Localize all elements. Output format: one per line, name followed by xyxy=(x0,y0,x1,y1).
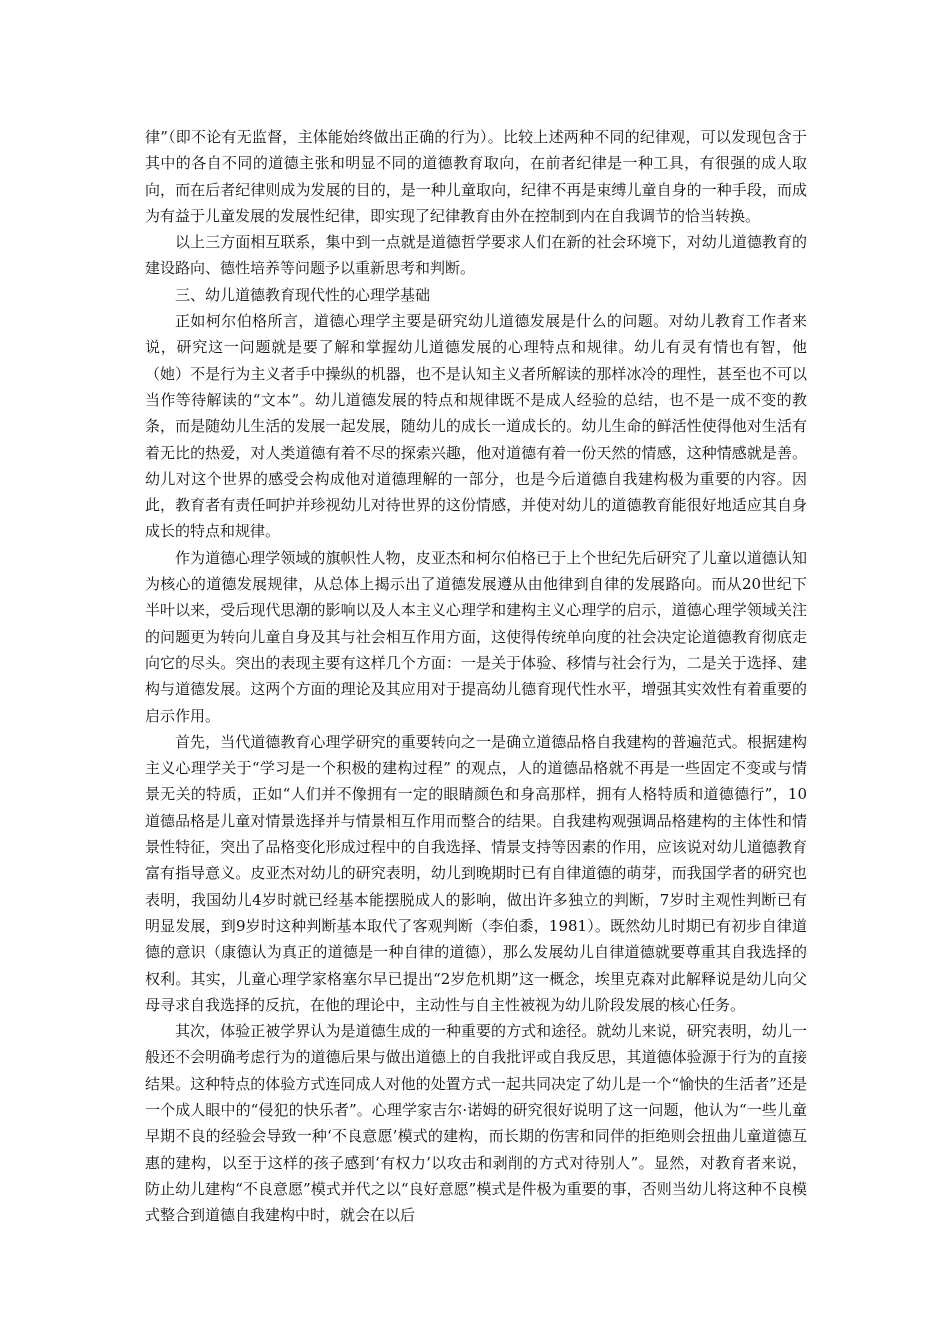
document-page xyxy=(145,124,807,1228)
paragraph-summary: 以上三方面相互联系，集中到一点就是道德哲学要求人们在新的社会环境下，对幼儿道德教育的建设路向、德性培养等问题予以重新思考和判断。 xyxy=(145,233,807,278)
paragraph-kohlberg: 正如柯尔伯格所言，道德心理学主要是研究幼儿道德发展是什么的问题。对幼儿教育工作者来说，研究这一问题就是要了解和掌握幼儿道德发展的心理特点和规律。幼儿有灵有情也有智，他（她）不是行为主义者手中操纵的机器，也不是认知主义者所解读的那样冰冷的理性，甚至也不可以当作等待解读的“文本”。幼儿道德发展的特点和规律既不是成人经验的总结，也不是一成不变的教条，而是随幼儿生活的发展一起发展，随幼儿的成长一道成长的。幼儿生命的鲜活性使得他对生活有着无比的热爱，对人类道德有着不尽的探索兴趣，他对道德有着一份天然的情感，这种情感就是善。幼儿对这个世界的感受会构成他对道德理解的一部分，也是今后道德自我建构极为重要的内容。因此，教育者有责任呵护并珍视幼儿对待世界的这份情感，并使对幼儿的道德教育能很好地适应其自身成长的特点和规律。 xyxy=(145,312,807,541)
paragraph-first-self-construction: 首先，当代道德教育心理学研究的重要转向之一是确立道德品格自我建构的普遍范式。根据建构主义心理学关于“学习是一个积极的建构过程” 的观点，人的道德品格就不再是一些固定不变或与情景无关的特质，正如“人们并不像拥有一定的眼睛颜色和身高那样，拥有人格特质和道德德行”，10道德品格是儿童对情景选择并与情景相互作用而整合的结果。自我建构观强调品格建构的主体性和情景性特征，突出了品格变化形成过程中的自我选择、情景支持等因素的作用，应该说对幼儿道德教育富有指导意义。皮亚杰对幼儿的研究表明，幼儿到晚期时已有自律道德的萌芽，而我国学者的研究也表明，我国幼儿4岁时就已经基本能摆脱成人的影响，做出许多独立的判断，7岁时主观性判断已有明显发展，到9岁时这种判断基本取代了客观判断（李伯黍，1981）。既然幼儿时期已有初步自律道德的意识（康德认为真正的道德是一种自律的道德），那么发展幼儿自律道德就要尊重其自我选择的权利。其实，儿童心理学家格塞尔早已提出“2岁危机期”这一概念，埃里克森对此解释说是幼儿向父母寻求自我选择的反抗，在他的理论中，主动性与自主性被视为幼儿阶段发展的核心任务。 xyxy=(145,732,807,1014)
paragraph-second-experience: 其次，体验正被学界认为是道德生成的一种重要的方式和途径。就幼儿来说，研究表明，幼儿一般还不会明确考虑行为的道德后果与做出道德上的自我批评或自我反思，其道德体验源于行为的直接结果。这种特点的体验方式连同成人对他的处置方式一起共同决定了幼儿是一个“愉快的生活者”还是一个成人眼中的“侵犯的快乐者”。心理学家吉尔·诺姆的研究很好说明了这一问题，他认为“一些儿童早期不良的经验会导致一种‘不良意愿’模式的建构，而长期的伤害和同伴的拒绝则会扭曲儿童道德互惠的建构，以至于这样的孩子感到‘有权力’以攻击和剥削的方式对待别人”。显然，对教育者来说，防止幼儿建构“不良意愿”模式并代之以“良好意愿”模式是件极为重要的事，否则当幼儿将这种不良模式整合到道德自我建构中时，就会在以后 xyxy=(145,1022,807,1225)
paragraph-discipline-views: 律”（即不论有无监督，主体能始终做出正确的行为）。比较上述两种不同的纪律观，可以发现包含于其中的各自不同的道德主张和明显不同的道德教育取向，在前者纪律是一种工具，有很强的成人取向，而在后者纪律则成为发展的目的，是一种儿童取向，纪律不再是束缚儿童自身的一种手段，而成为有益于儿童发展的发展性纪律，即实现了纪律教育由外在控制到内在自我调节的恰当转换。 xyxy=(145,128,807,225)
section-heading-psychology: 三、幼儿道德教育现代性的心理学基础 xyxy=(175,285,431,304)
paragraph-piaget-kohlberg: 作为道德心理学领域的旗帜性人物，皮亚杰和柯尔伯格已于上个世纪先后研究了儿童以道德认知为核心的道德发展规律，从总体上揭示出了道德发展遵从由他律到自律的发展路向。而从20世纪下半叶以来，受后现代思潮的影响以及人本主义心理学和建构主义心理学的启示，道德心理学领域关注的问题更为转向儿童自身及其与社会相互作用方面，这使得传统单向度的社会决定论道德教育彻底走向它的尽头。突出的表现主要有这样几个方面：一是关于体验、移情与社会行为，二是关于选择、建构与道德发展。这两个方面的理论及其应用对于提高幼儿德育现代性水平，增强其实效性有着重要的启示作用。 xyxy=(145,548,807,725)
